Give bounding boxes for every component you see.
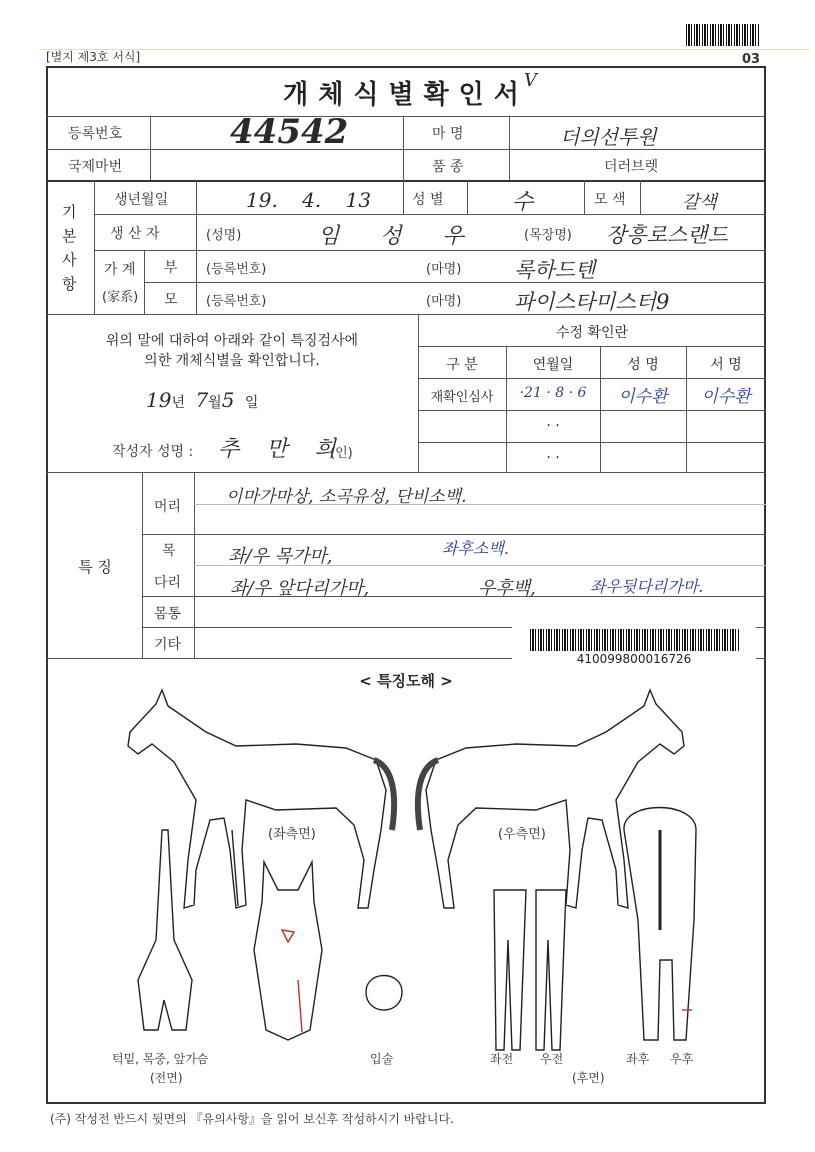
barcode-sticker: [512, 625, 756, 667]
page-number: 03: [742, 52, 761, 67]
color-label: 모 색: [594, 192, 626, 208]
registration-value: 44542: [230, 112, 349, 152]
neck-leg-line2-b: 우후백,: [478, 578, 536, 599]
dob-value: 19. 4. 13: [246, 188, 372, 212]
neck-leg-line1: 좌/우 목가마,: [228, 546, 333, 567]
horse-name-label: 마 명: [432, 126, 464, 142]
front-legs-view: [494, 890, 566, 1050]
revision-title: 수정 확인란: [555, 325, 629, 341]
left-side-horse: [128, 690, 394, 908]
neck-label: 목: [162, 543, 176, 559]
horse-name-value: 더의선투원: [560, 125, 657, 149]
rear-label: (후면): [572, 1071, 605, 1085]
dam-name-sub: (마명): [426, 294, 462, 309]
confirm-date: [146, 388, 258, 412]
form-title: 개체식별확인서: [283, 80, 529, 110]
dam-label: 모: [164, 292, 178, 308]
right-side-horse: [418, 690, 684, 908]
author-label: 작성자 성명 :: [112, 444, 194, 460]
pedigree-label: 가 계: [104, 262, 136, 278]
revision-header-type: 구 분: [446, 357, 478, 373]
confirm-day: 5: [221, 388, 235, 412]
farm-value: 장흥로스랜드: [606, 223, 728, 247]
author-seal: (인): [330, 446, 353, 461]
dob-label: 생년월일: [114, 192, 169, 208]
sire-label: 부: [164, 260, 178, 276]
horse-diagram: [46, 680, 766, 1060]
confirm-month-unit: 월: [208, 395, 222, 411]
lips-label: 입술: [370, 1052, 394, 1066]
revision-row1-name: 이수환: [618, 387, 668, 407]
right-side-label: (우측면): [498, 827, 546, 842]
left-side-label: (좌측면): [268, 827, 316, 842]
confirm-month: 7: [195, 388, 209, 412]
revision-row2-date: · ·: [546, 418, 560, 434]
author-value: 추 만 희: [218, 437, 336, 462]
features-section-label: 특 징: [78, 558, 112, 576]
head-front-view: [254, 862, 322, 1040]
rear-view: [624, 808, 696, 1041]
sex-label: 성 별: [412, 192, 444, 208]
muzzle-view: [366, 976, 402, 1011]
body-label: 몸통: [154, 606, 182, 622]
producer-name-sub: (성명): [206, 228, 242, 243]
revision-header-date: 연월일: [532, 357, 574, 373]
farm-sub: (목장명): [524, 228, 572, 243]
revision-header-sign: 서 명: [710, 357, 742, 373]
rear-right-label: 우후: [670, 1052, 694, 1066]
sire-name-value: 록하드텐: [514, 258, 596, 282]
front-left-label: 좌전: [490, 1052, 514, 1066]
revision-row3-date: · ·: [546, 450, 560, 466]
sire-name-sub: (마명): [426, 262, 462, 277]
confirm-year-unit: 년: [171, 395, 185, 411]
leg-label: 다리: [154, 575, 182, 591]
breed-label: 품 종: [432, 159, 464, 175]
breed-value: 더러브렛: [604, 159, 659, 175]
front-right-label: 우전: [540, 1052, 564, 1066]
head-label: 머리: [154, 499, 182, 515]
neck-leg-line2: 좌/우 앞다리가마,: [230, 578, 370, 599]
revision-row1-sign: 이수환: [701, 387, 751, 407]
top-rule: [40, 49, 810, 50]
etc-label: 기타: [154, 637, 182, 653]
confirm-day-unit: 일: [244, 395, 259, 411]
footnote: (주) 작성전 반드시 뒷면의 『유의사항』을 읽어 보신후 작성하시기 바랍니다.: [50, 1112, 454, 1126]
pedigree-hanja: (家系): [102, 290, 139, 305]
registration-label: 등록번호: [68, 126, 123, 142]
top-barcode: [686, 24, 760, 46]
form-code: [별지 제3호 서식]: [46, 50, 141, 64]
revision-row1-date: ·21 · 8 · 6: [519, 385, 587, 401]
front-caption: 턱밑, 목중, 앞가슴: [112, 1052, 209, 1066]
barcode-number: 410099800016726: [576, 652, 692, 666]
basic-section-label: 기본사항: [62, 203, 77, 293]
sticker-barcode: [530, 629, 740, 651]
intl-no-label: 국제마번: [68, 159, 123, 175]
confirm-year: 19: [146, 388, 172, 412]
front-label: (전면): [150, 1071, 183, 1085]
revision-row1-type: 재확인심사: [430, 390, 494, 405]
confirm-text-1: 위의 말에 대하여 아래와 같이 특징검사에: [105, 333, 359, 349]
head-value: 이마가마상, 소곡유성, 단비소백.: [226, 487, 467, 507]
sire-reg-sub: (등록번호): [206, 262, 267, 277]
neck-front-view: [138, 830, 192, 1030]
rear-left-label: 좌후: [626, 1052, 650, 1066]
dam-name-value: 파이스타미스터9: [514, 290, 670, 314]
revision-header-name: 성 명: [627, 357, 659, 373]
producer-label: 생 산 자: [110, 226, 160, 242]
color-value: 갈색: [682, 192, 717, 213]
producer-name-value: 임 성 우: [318, 224, 464, 249]
dam-reg-sub: (등록번호): [206, 294, 267, 309]
sex-value: 수: [512, 190, 534, 215]
confirm-text-2: 의한 개체식별을 확인합니다.: [144, 353, 320, 369]
diagram-title: < 특징도해 >: [359, 672, 453, 690]
neck-leg-line2-add: 좌우뒷다리가마.: [590, 577, 704, 596]
title-check-mark: V: [524, 70, 537, 91]
neck-leg-line1-add: 좌후소백.: [442, 539, 509, 558]
